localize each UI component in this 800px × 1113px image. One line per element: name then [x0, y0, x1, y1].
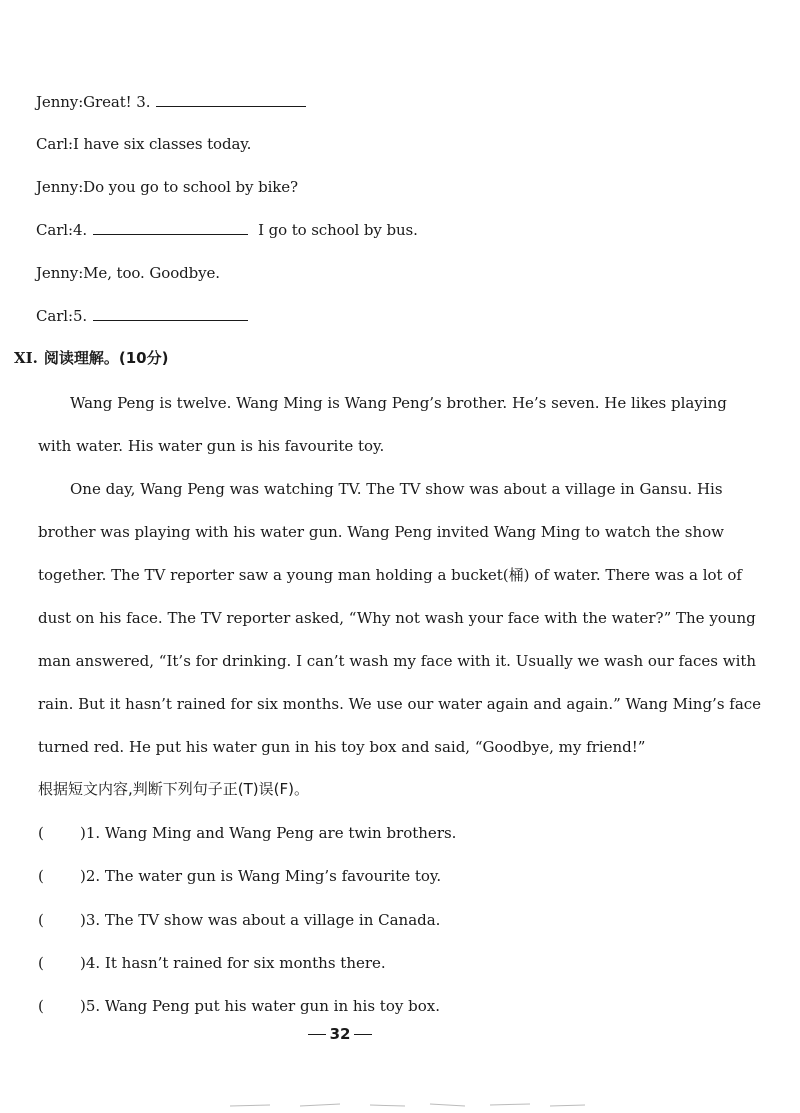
speaker: Carl: [36, 135, 68, 153]
dialogue-line-jenny-3: Jenny:Me, too. Goodbye.: [36, 264, 220, 282]
dialogue-text: 5.: [72, 307, 88, 325]
item-text: )5. Wang Peng put his water gun in his toy box.: [80, 997, 440, 1015]
instruction-text: 根据短文内容,判断下列句子正(T)误(F)。: [38, 780, 309, 798]
true-false-item-5: [38, 996, 440, 1016]
answer-slot[interactable]: (: [38, 824, 44, 842]
dialogue-line-carl-3: Carl:5.: [36, 306, 248, 326]
true-false-item-3: [38, 910, 440, 930]
passage-line: brother was playing with his water gun. Wang Peng invited Wang Ming to watch the show: [38, 523, 725, 541]
speaker: Jenny: [36, 264, 79, 282]
dialogue-text: Great! 3.: [83, 93, 151, 111]
passage-line: Wang Peng is twelve. Wang Ming is Wang Peng’s brother. He’s seven. He likes playing: [70, 394, 727, 412]
section-heading: [14, 348, 168, 368]
speaker: Carl: [36, 221, 68, 239]
dialogue-line-jenny-1: Jenny:Great! 3.: [36, 92, 306, 112]
passage-line: together. The TV reporter saw a young man holding a bucket(桶) of water. There was a lot of: [38, 566, 742, 584]
true-false-item-4: [38, 953, 386, 973]
dash-decoration: [354, 1034, 372, 1035]
true-false-item-2: [38, 866, 441, 886]
answer-blank-5[interactable]: [93, 306, 248, 321]
answer-blank-4[interactable]: [93, 220, 248, 235]
answer-slot[interactable]: (: [38, 867, 44, 885]
passage-line: turned red. He put his water gun in his toy box and said, “Goodbye, my friend!”: [38, 738, 646, 756]
answer-slot[interactable]: (: [38, 997, 44, 1015]
item-text: )2. The water gun is Wang Ming’s favourite toy.: [80, 867, 442, 885]
passage-line: dust on his face. The TV reporter asked, “Why not wash your face with the water?” The young: [38, 609, 756, 627]
dialogue-line-carl-1: Carl:I have six classes today.: [36, 135, 252, 153]
section-number: XI.: [14, 349, 38, 367]
item-text: )1. Wang Ming and Wang Peng are twin brothers.: [80, 824, 457, 842]
passage-line: rain. But it hasn’t rained for six months. We use our water again and again.” Wang Ming’s face: [38, 695, 762, 713]
speaker: Jenny: [36, 93, 79, 111]
dialogue-text: Me, too. Goodbye.: [83, 264, 220, 282]
page-number-value: 32: [329, 1025, 351, 1043]
answer-slot[interactable]: (: [38, 954, 44, 972]
speaker: Carl: [36, 307, 68, 325]
dialogue-text: I have six classes today.: [72, 135, 252, 153]
passage-line: with water. His water gun is his favourite toy.: [38, 437, 385, 455]
item-text: )4. It hasn’t rained for six months there.: [80, 954, 386, 972]
scan-bleed-artifact: [230, 1100, 590, 1108]
speaker: Jenny: [36, 178, 79, 196]
page-number: [0, 1025, 680, 1043]
answer-slot[interactable]: (: [38, 911, 44, 929]
dialogue-line-carl-2: Carl:4. I go to school by bus.: [36, 221, 418, 239]
dialogue-text-after: I go to school by bus.: [258, 221, 418, 239]
passage-line: man answered, “It’s for drinking. I can’t wash my face with it. Usually we wash our faces with: [38, 652, 757, 670]
passage-line: One day, Wang Peng was watching TV. The TV show was about a village in Gansu. His: [70, 480, 723, 498]
item-text: )3. The TV show was about a village in Canada.: [80, 911, 441, 929]
dialogue-text: 4.: [72, 221, 88, 239]
dialogue-line-jenny-2: Jenny:Do you go to school by bike?: [36, 178, 298, 196]
dash-decoration: [308, 1034, 326, 1035]
dialogue-text: Do you go to school by bike?: [83, 178, 298, 196]
true-false-item-1: [38, 823, 456, 843]
section-title: 阅读理解。(10分): [43, 349, 169, 367]
answer-blank-3[interactable]: [156, 92, 306, 107]
